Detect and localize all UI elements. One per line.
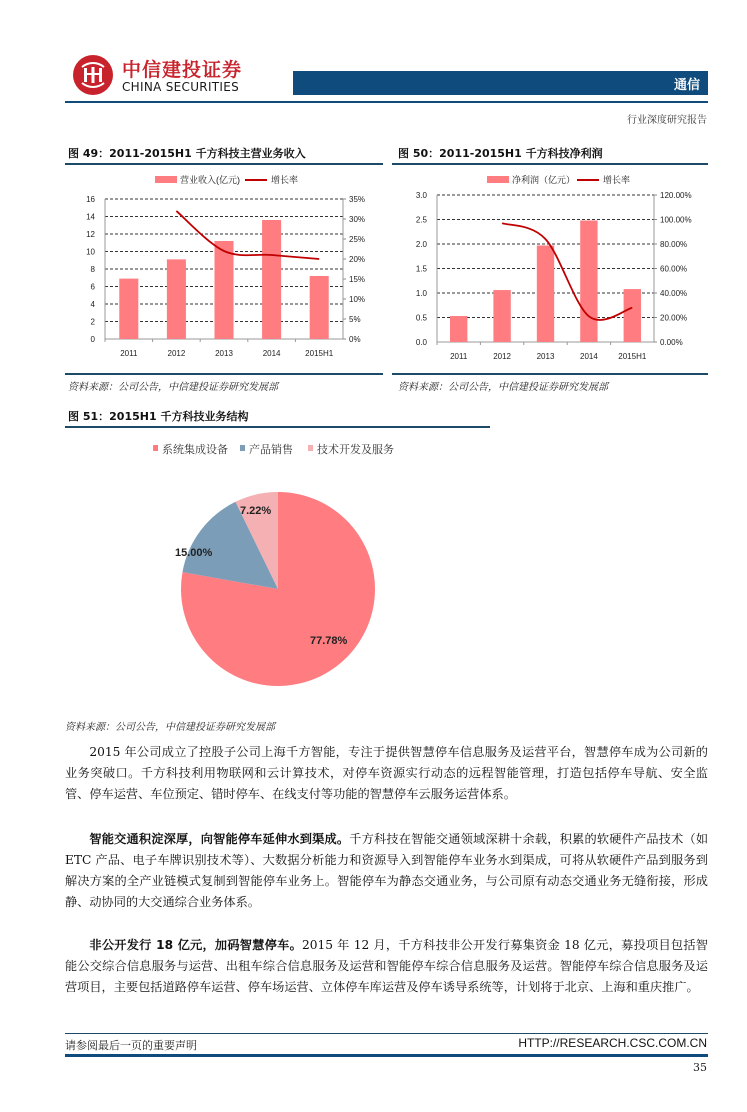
paragraph-1 [65,742,708,805]
fig49-bottom-rule [65,373,383,375]
bar-2011 [119,279,138,339]
y-left-tick-label: 16 [86,195,95,204]
y-left-tick-label: 0.0 [415,338,427,347]
fig50-title-rule [392,163,708,165]
legend-label-line: 增长率 [271,175,299,185]
fig51-chart [65,432,495,707]
x-tick-label: 2013 [536,352,555,361]
bar-2013 [537,245,554,342]
legend-swatch-bar [155,176,177,183]
growth-rate-line [502,223,632,320]
fig51-title-rule [65,426,490,428]
y-left-tick-label: 10 [86,247,95,257]
y-left-tick-label: 4 [90,300,95,309]
page-number: 35 [693,1061,707,1074]
x-tick-label: 2014 [262,349,281,358]
bar-2012 [167,259,186,339]
footer-divider-top [65,1033,708,1034]
y-right-tick-label: 20% [349,255,366,264]
x-tick-label: 2015H1 [305,349,334,358]
y-right-tick-label: 30% [349,215,366,224]
y-left-tick-label: 2.5 [415,215,427,225]
y-right-tick-label: 60.00% [660,264,688,274]
footer-disclaimer: 请参阅最后一页的重要声明 [65,1039,197,1052]
fig50-source: 资料来源：公司公告，中信建投证券研究发展部 [398,382,608,393]
y-left-tick-label: 0 [90,335,95,344]
y-left-tick-label: 1.0 [415,289,427,298]
footer-url[interactable]: HTTP://RESEARCH.CSC.COM.CN [518,1036,707,1050]
y-right-tick-label: 35% [349,195,366,204]
header-divider [65,101,708,103]
bar-2015H1 [310,276,329,339]
y-right-tick-label: 5% [349,315,361,324]
chart-legend [487,174,630,185]
paragraph-1-text: 2015 年公司成立了控股子公司上海千方智能，专注于提供智慧停车信息服务及运营平台，智慧停车成为公司新的业务突破口。千方科技利用物联网和云计算技术，对停车资源实行动态的远程智能管理，打造包括停车导航、安全监管、停车运营、车位预定、错时停车、在线支付等功能的智慧停车云服务运营体系。 [65,745,708,801]
y-right-tick-label: 0.00% [660,338,683,347]
bar-2015H1 [624,289,641,342]
x-tick-label: 2013 [215,349,233,358]
bar-2012 [493,290,510,342]
section-banner [293,71,708,95]
y-right-tick-label: 10% [349,295,366,304]
y-right-tick-label: 40.00% [660,289,688,298]
pie-data-label: 15.00% [175,547,213,559]
y-right-tick-label: 15% [349,275,366,284]
paragraph-2 [65,829,708,913]
fig50-bottom-rule [392,373,708,375]
fig49-source: 资料来源：公司公告，中信建投证券研究发展部 [68,382,278,393]
fig49-title: 图 49：2011-2015H1 千方科技主营业务收入 [68,147,306,160]
fig50-title: 图 50：2011-2015H1 千方科技净利润 [398,147,603,160]
y-left-tick-label: 0.5 [415,313,427,323]
legend-label: 产品销售 [249,444,293,456]
y-left-tick-label: 2.0 [415,240,427,249]
x-tick-label: 2014 [580,352,598,361]
x-tick-label: 2011 [120,349,138,358]
footer-divider-bottom [65,1054,708,1057]
y-right-tick-label: 25% [349,235,366,244]
legend-label-bar: 净利润（亿元） [512,175,576,185]
legend-swatch-0 [153,445,158,451]
y-left-tick-label: 3.0 [415,191,427,200]
fig49-title-rule [65,163,383,165]
bar-2014 [262,220,281,339]
logo-icon [73,55,113,95]
legend-label: 技术开发及服务 [317,444,394,456]
legend-label: 系统集成设备 [162,444,228,456]
y-right-tick-label: 120.00% [660,191,692,200]
y-left-tick-label: 6 [90,282,95,292]
paragraph-2-lead: 智能交通积淀深厚，向智能停车延伸水到渠成。 [89,832,350,846]
pie-data-label: 7.22% [240,505,272,517]
paragraph-3-text: 2015 年 12 月，千方科技非公开发行募集资金 18 亿元，募投项目包括智能公交综合信息服务与运营、出租车综合信息服务及运营和智能停车综合信息服务及运营。智能停车综合信息服务及运营项目，主要包括道路停车运营、停车场运营、立体停车库运营及停车诱导系统等，计划将于北京、上海和重庆推广。 [65,938,708,994]
section-label: 通信 [673,78,700,93]
y-right-tick-label: 100.00% [660,215,692,225]
fig50-chart [392,168,712,373]
report-type: 行业深度研究报告 [627,115,707,126]
logo-text-en: CHINA SECURITIES [122,80,240,94]
x-tick-label: 2015H1 [618,352,647,361]
chart-legend [155,174,298,185]
fig49-chart [65,168,385,373]
paragraph-2-text: 千方科技在智能交通领域深耕十余载，积累的软硬件产品技术（如 ETC 产品、电子车牌识别技术等）、大数据分析能力和资源导入到智能停车业务水到渠成，可将从软硬件产品到服务到解决方案的全产业链模式复制到智能停车业务上。智能停车为静态交通业务，与公司原有动态交通业务无缝衔接，形成静、动协同的大交通综合业务体系。 [65,832,709,909]
legend-swatch-2 [308,445,313,451]
x-tick-label: 2011 [450,352,468,361]
y-right-tick-label: 80.00% [660,240,688,249]
y-left-tick-label: 14 [86,212,95,222]
legend-label-line: 增长率 [603,175,631,185]
x-tick-label: 2012 [493,352,511,361]
legend-swatch-1 [240,445,245,451]
y-right-tick-label: 20.00% [660,313,688,323]
logo-text-cn: 中信建投证券 [122,59,243,81]
paragraph-3-lead: 非公开发行 18 亿元，加码智慧停车。 [89,938,303,952]
legend-swatch-bar [487,176,509,183]
y-left-tick-label: 1.5 [415,264,427,274]
y-left-tick-label: 12 [86,230,95,239]
x-tick-label: 2012 [167,349,186,358]
bar-2014 [580,220,597,342]
bar-2011 [450,316,467,342]
y-left-tick-label: 8 [90,265,95,274]
paragraph-3 [65,935,708,998]
y-left-tick-label: 2 [90,317,95,327]
fig51-title: 图 51：2015H1 千方科技业务结构 [68,410,249,423]
legend-label-bar: 营业收入(亿元) [180,175,240,185]
fig51-source: 资料来源：公司公告，中信建投证券研究发展部 [65,722,275,733]
y-right-tick-label: 0% [349,335,361,344]
bar-2013 [214,241,233,339]
pie-data-label: 77.78% [310,635,348,647]
